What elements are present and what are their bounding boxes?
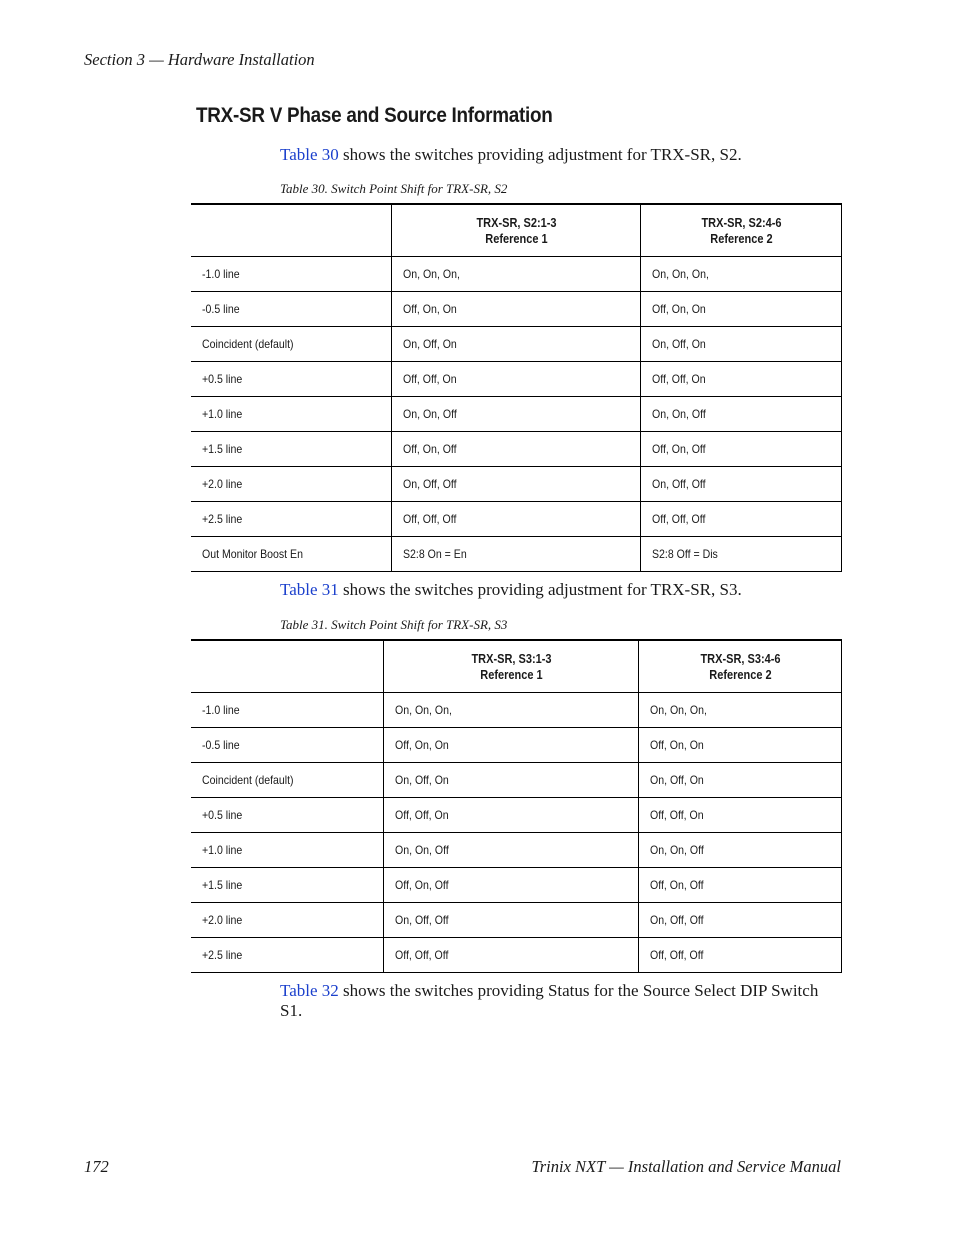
reference-1-cell <box>392 257 641 292</box>
row-label-cell <box>191 868 384 903</box>
cell-text: -0.5 line <box>202 738 240 752</box>
page-number: 172 <box>84 1157 109 1176</box>
table-row <box>191 693 842 728</box>
switch-point-table-s2 <box>191 203 842 572</box>
reference-2-cell <box>641 257 842 292</box>
reference-2-cell <box>641 467 842 502</box>
reference-2-cell <box>641 362 842 397</box>
cell-text: +1.0 line <box>202 407 243 421</box>
row-label-cell <box>191 362 392 397</box>
cell-text: Off, Off, On <box>652 372 706 386</box>
header-line-switches: TRX-SR, S2:4-6 <box>701 215 782 230</box>
table-row <box>191 467 842 502</box>
cell-text: On, On, On, <box>403 267 461 281</box>
cell-text: +0.5 line <box>202 372 243 386</box>
cell-text: +1.0 line <box>202 843 243 857</box>
header-cell-reference-2 <box>641 204 842 257</box>
table-row <box>191 903 842 938</box>
row-label-cell <box>191 693 384 728</box>
cell-text: On, On, On, <box>650 703 708 717</box>
intro-paragraph-table31 <box>280 580 840 600</box>
row-label-cell <box>191 537 392 572</box>
cell-text: +2.5 line <box>202 948 243 962</box>
table-row <box>191 327 842 362</box>
row-label-cell <box>191 327 392 362</box>
header-line-reference: Reference 2 <box>709 231 773 246</box>
row-label-cell <box>191 502 392 537</box>
paragraph-text: shows the switches providing adjustment for TRX-SR, S2. <box>338 145 742 164</box>
paragraph-text: shows the switches providing adjustment for TRX-SR, S3. <box>338 580 742 599</box>
cell-text: Off, Off, Off <box>395 948 449 962</box>
reference-2-cell <box>639 763 842 798</box>
cell-text: On, On, On, <box>395 703 453 717</box>
cell-text: On, Off, On <box>650 773 704 787</box>
row-label-cell <box>191 397 392 432</box>
cell-text: Out Monitor Boost En <box>202 547 303 561</box>
row-label-cell <box>191 938 384 973</box>
cell-text: +2.5 line <box>202 512 243 526</box>
header-line-reference: Reference 2 <box>708 667 772 682</box>
cell-text: On, Off, On <box>652 337 706 351</box>
table-32-link[interactable]: Table 32 <box>280 981 339 1000</box>
reference-1-cell <box>392 432 641 467</box>
cell-text: On, On, Off <box>395 843 450 857</box>
table-31-caption: Table 31. Switch Point Shift for TRX-SR, S3 <box>280 617 508 632</box>
header-line-switches: TRX-SR, S2:1-3 <box>476 215 557 230</box>
cell-text: On, Off, Off <box>395 913 449 927</box>
header-line-reference: Reference 1 <box>485 231 548 246</box>
cell-text: Coincident (default) <box>202 337 294 351</box>
reference-1-cell <box>384 798 639 833</box>
cell-text: Off, On, On <box>650 738 704 752</box>
table-row <box>191 432 842 467</box>
reference-1-cell <box>392 397 641 432</box>
reference-1-cell <box>384 868 639 903</box>
cell-text: Off, On, Off <box>652 442 706 456</box>
reference-2-cell <box>639 938 842 973</box>
reference-2-cell <box>639 833 842 868</box>
reference-1-cell <box>392 467 641 502</box>
cell-text: Off, On, Off <box>395 878 449 892</box>
table-30-caption: Table 30. Switch Point Shift for TRX-SR, S2 <box>280 181 508 196</box>
row-label-cell <box>191 257 392 292</box>
header-cell-blank <box>191 204 392 257</box>
header-cell-reference-1 <box>392 204 641 257</box>
reference-1-cell <box>384 903 639 938</box>
cell-text: Off, Off, On <box>650 808 704 822</box>
reference-2-cell <box>639 903 842 938</box>
paragraph-text: shows the switches providing Status for the Source Select DIP Switch S1. <box>280 981 819 1020</box>
cell-text: +1.5 line <box>202 442 243 456</box>
section-title: TRX-SR V Phase and Source Information <box>196 104 553 127</box>
reference-1-cell <box>392 537 641 572</box>
cell-text: On, Off, On <box>403 337 458 351</box>
reference-2-cell <box>641 537 842 572</box>
cell-text: On, On, Off <box>403 407 458 421</box>
table-30-link[interactable]: Table 30 <box>280 145 339 164</box>
cell-text: On, On, Off <box>652 407 706 421</box>
cell-text: Off, Off, Off <box>652 512 706 526</box>
header-cell-reference-1 <box>384 640 639 693</box>
table-31-link[interactable]: Table 31 <box>280 580 339 599</box>
cell-text: Off, On, On <box>403 302 458 316</box>
reference-2-cell <box>641 397 842 432</box>
reference-1-cell <box>384 763 639 798</box>
row-label-cell <box>191 763 384 798</box>
cell-text: +0.5 line <box>202 808 243 822</box>
table-header-row <box>191 640 842 693</box>
table-row <box>191 798 842 833</box>
reference-1-cell <box>392 292 641 327</box>
reference-2-cell <box>641 292 842 327</box>
reference-2-cell <box>639 728 842 763</box>
cell-text: -1.0 line <box>202 267 240 281</box>
cell-text: Off, On, Off <box>650 878 704 892</box>
cell-text: +1.5 line <box>202 878 243 892</box>
switch-point-table-s3 <box>191 639 842 973</box>
cell-text: S2:8 On = En <box>403 547 468 561</box>
reference-1-cell <box>384 693 639 728</box>
cell-text: On, Off, Off <box>652 477 706 491</box>
table-row <box>191 537 842 572</box>
table-row <box>191 868 842 903</box>
cell-text: Coincident (default) <box>202 773 294 787</box>
cell-text: Off, Off, On <box>395 808 449 822</box>
reference-2-cell <box>641 327 842 362</box>
cell-text: Off, On, On <box>652 302 706 316</box>
cell-text: Off, Off, On <box>403 372 457 386</box>
header-line-switches: TRX-SR, S3:1-3 <box>471 651 552 666</box>
cell-text: On, On, On, <box>652 267 710 281</box>
table-row <box>191 397 842 432</box>
header-cell-blank <box>191 640 384 693</box>
reference-1-cell <box>384 833 639 868</box>
table-header-row <box>191 204 842 257</box>
cell-text: On, On, Off <box>650 843 704 857</box>
row-label-cell <box>191 728 384 763</box>
reference-1-cell <box>384 938 639 973</box>
header-line-switches: TRX-SR, S3:4-6 <box>700 651 781 666</box>
reference-2-cell <box>641 432 842 467</box>
header-line-reference: Reference 1 <box>480 667 543 682</box>
cell-text: Off, Off, Off <box>650 948 704 962</box>
table-row <box>191 938 842 973</box>
cell-text: Off, On, On <box>395 738 450 752</box>
cell-text: -1.0 line <box>202 703 240 717</box>
cell-text: -0.5 line <box>202 302 240 316</box>
table-row <box>191 833 842 868</box>
reference-1-cell <box>392 362 641 397</box>
row-label-cell <box>191 798 384 833</box>
cell-text: +2.0 line <box>202 913 243 927</box>
reference-1-cell <box>384 728 639 763</box>
intro-paragraph-table32 <box>280 981 825 1021</box>
reference-2-cell <box>641 502 842 537</box>
cell-text: Off, On, Off <box>403 442 457 456</box>
cell-text: S2:8 Off = Dis <box>652 547 718 561</box>
intro-paragraph-table30 <box>280 145 840 165</box>
row-label-cell <box>191 292 392 327</box>
table-row <box>191 728 842 763</box>
cell-text: Off, Off, Off <box>403 512 457 526</box>
manual-title: Trinix NXT — Installation and Service Manual <box>531 1157 841 1176</box>
row-label-cell <box>191 467 392 502</box>
cell-text: +2.0 line <box>202 477 243 491</box>
reference-1-cell <box>392 327 641 362</box>
cell-text: On, Off, On <box>395 773 450 787</box>
table-row <box>191 292 842 327</box>
cell-text: On, Off, Off <box>403 477 457 491</box>
reference-2-cell <box>639 693 842 728</box>
reference-2-cell <box>639 868 842 903</box>
table-row <box>191 763 842 798</box>
running-head: Section 3 — Hardware Installation <box>84 50 315 69</box>
row-label-cell <box>191 432 392 467</box>
table-row <box>191 502 842 537</box>
table-row <box>191 362 842 397</box>
header-cell-reference-2 <box>639 640 842 693</box>
cell-text: On, Off, Off <box>650 913 704 927</box>
row-label-cell <box>191 833 384 868</box>
row-label-cell <box>191 903 384 938</box>
reference-1-cell <box>392 502 641 537</box>
reference-2-cell <box>639 798 842 833</box>
table-row <box>191 257 842 292</box>
